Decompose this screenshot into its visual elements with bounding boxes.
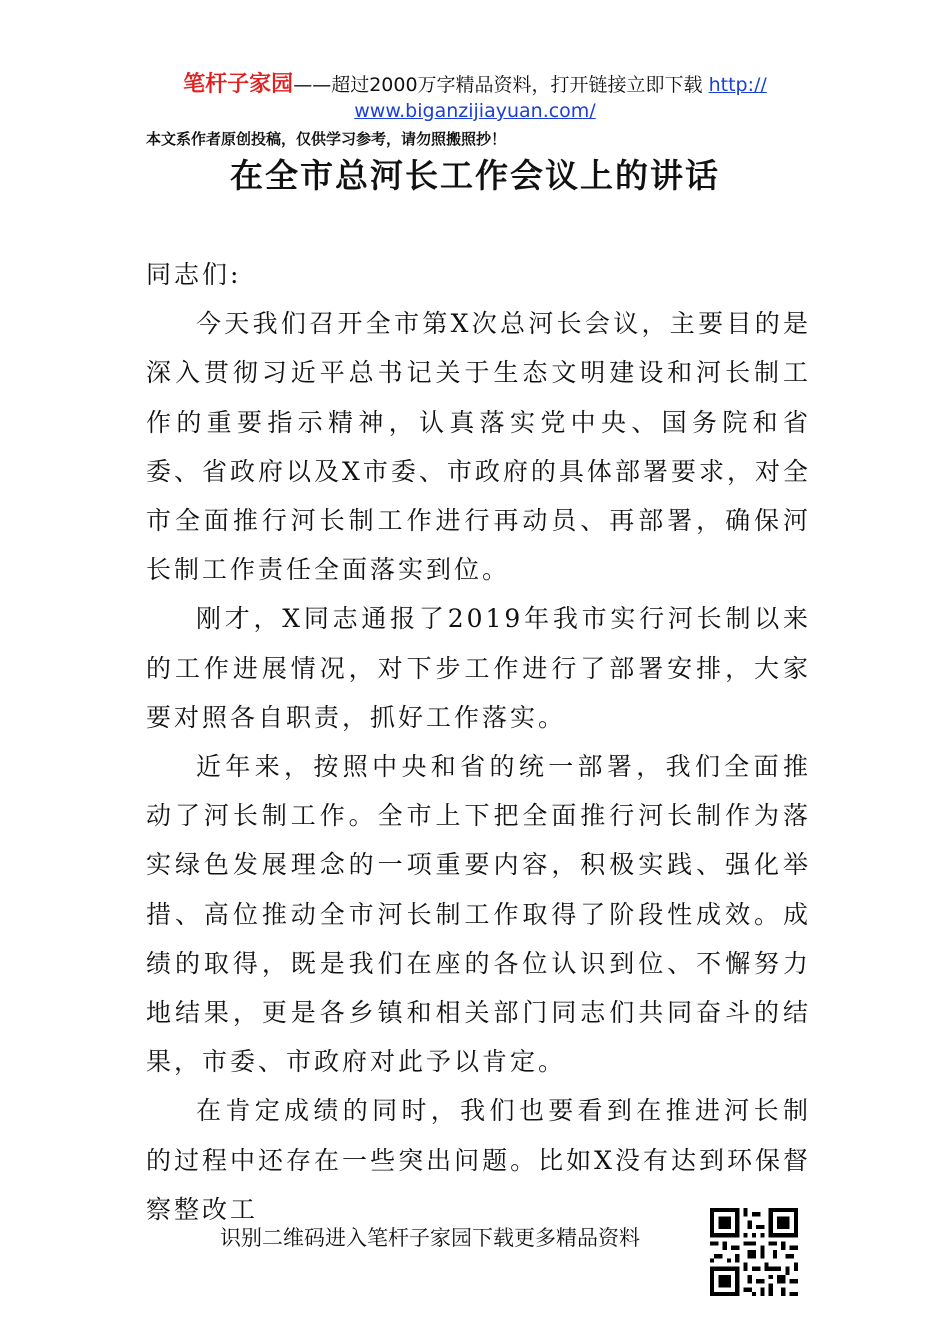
header-link-part1[interactable]: http:// (708, 74, 767, 96)
document-body (146, 250, 811, 1234)
copyright-notice: 本文系作者原创投稿，仅供学习参考，请勿照搬照抄！ (146, 130, 507, 148)
paragraph-4: 在肯定成绩的同时，我们也要看到在推进河长制的过程中还存在一些突出问题。比如X没有达到环保督察整改工 (146, 1096, 811, 1224)
header-url-line (0, 98, 950, 124)
greeting: 同志们: (146, 260, 242, 289)
document-title: 在全市总河长工作会议上的讲话 (230, 156, 720, 195)
qr-code-icon[interactable] (710, 1208, 798, 1296)
paragraph-1: 今天我们召开全市第X次总河长会议，主要目的是深入贯彻习近平总书记关于生态文明建设和河长制工作的重要指示精神，认真落实党中央、国务院和省委、省政府以及X市委、市政府的具体部署要求，对全市全面推行河长制工作进行再动员、再部署，确保河长制工作责任全面落实到位。 (146, 309, 811, 585)
footer-caption: 识别二维码进入笔杆子家园下载更多精品资料 (220, 1226, 640, 1250)
header-link-part2[interactable]: www.biganzijiayuan.com/ (354, 100, 596, 122)
header-banner (0, 72, 950, 98)
paragraph-3: 近年来，按照中央和省的统一部署，我们全面推动了河长制工作。全市上下把全面推行河长制作为落实绿色发展理念的一项重要内容，积极实践、强化举措、高位推动全市河长制工作取得了阶段性成效。成绩的取得，既是我们在座的各位认识到位、不懈努力地结果，更是各乡镇和相关部门同志们共同奋斗的结果，市委、市政府对此予以肯定。 (146, 752, 811, 1077)
paragraph-2: 刚才，X同志通报了2019年我市实行河长制以来的工作进展情况，对下步工作进行了部署安排，大家要对照各自职责，抓好工作落实。 (146, 604, 811, 732)
brand-name: 笔杆子家园 (183, 72, 294, 97)
header-tagline: ——超过2000万字精品资料，打开链接立即下载 (293, 74, 709, 96)
